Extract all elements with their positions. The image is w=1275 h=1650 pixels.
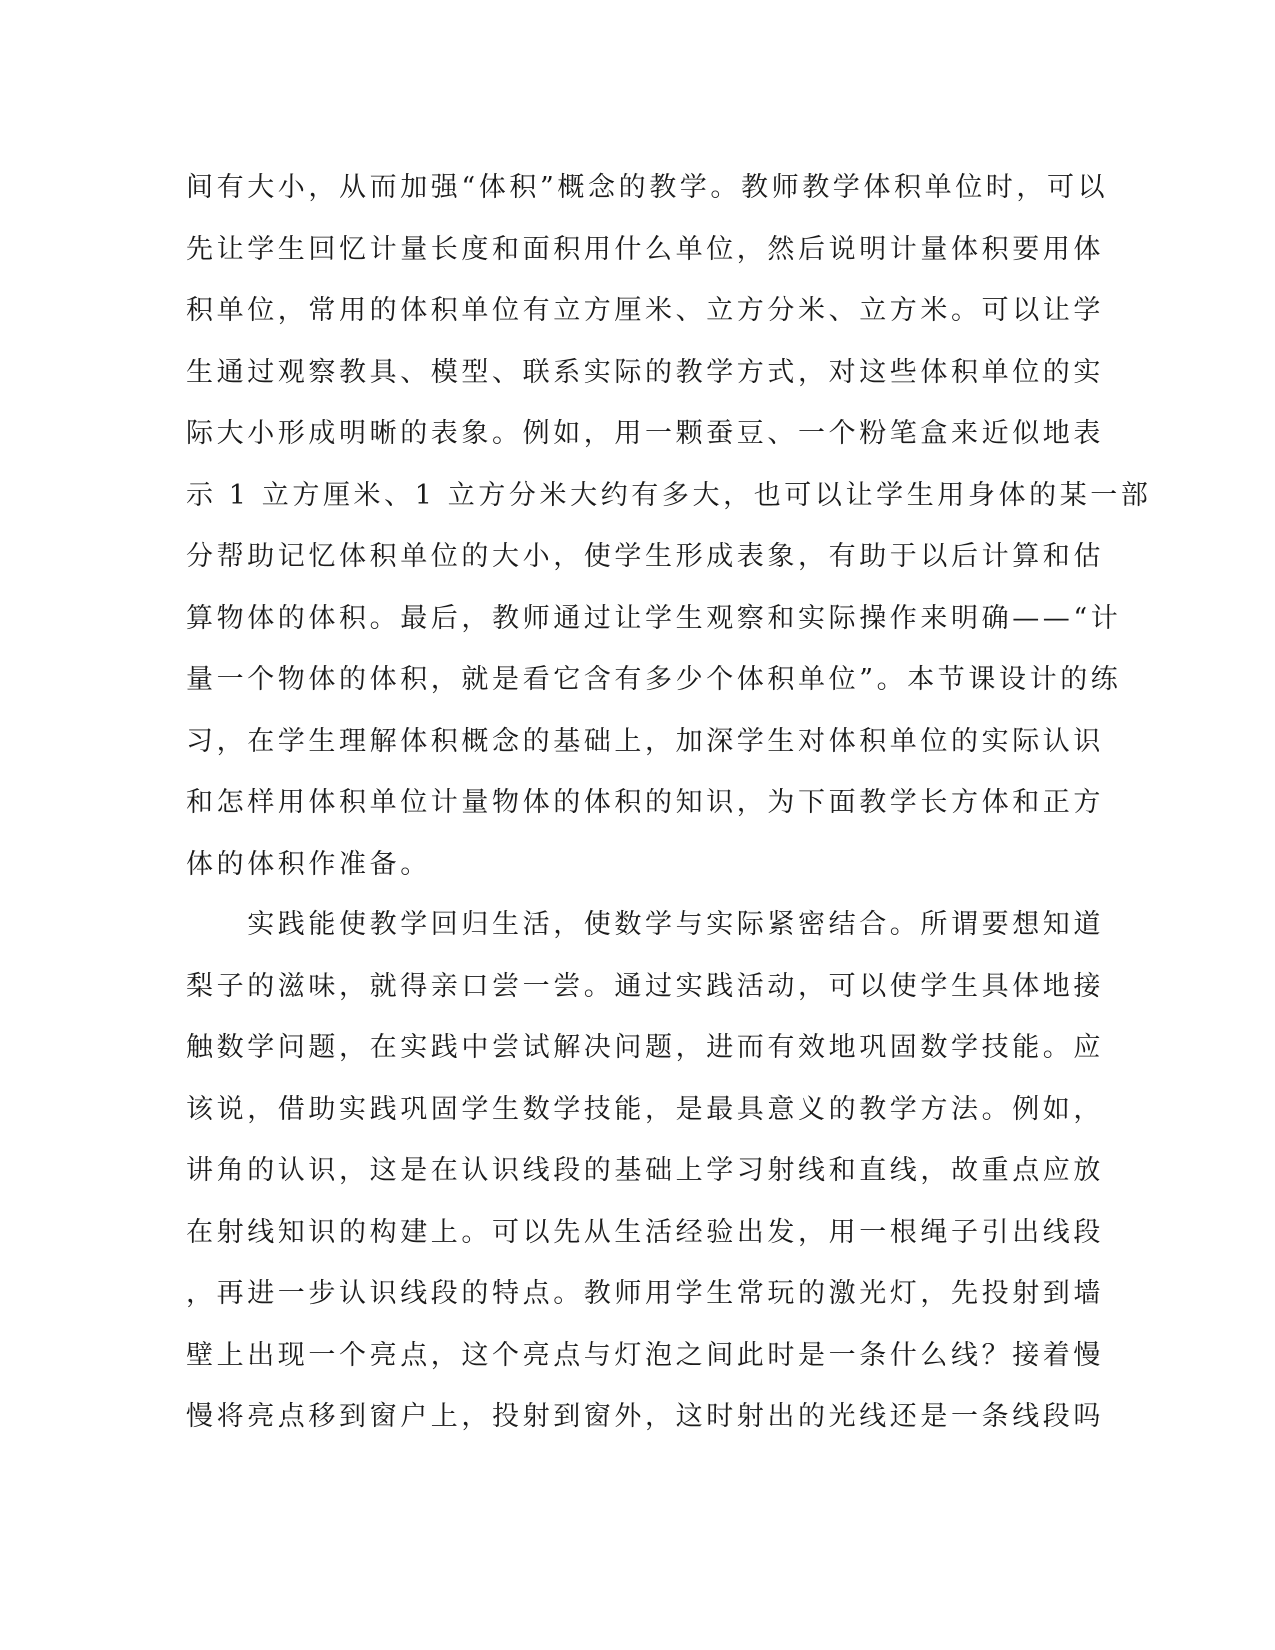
paragraph-1-line: 算物体的体积。最后，教师通过让学生观察和实际操作来明确——“计 [186,602,1122,634]
paragraph-2-line: 壁上出现一个亮点，这个亮点与灯泡之间此时是一条什么线？接着慢 [186,1339,1104,1371]
paragraph-1-line: 分帮助记忆体积单位的大小，使学生形成表象，有助于以后计算和估 [186,541,1104,572]
paragraph-1-line: 习，在学生理解体积概念的基础上，加深学生对体积单位的实际认识 [186,725,1104,757]
paragraph-1-line: 际大小形成明晰的表象。例如，用一颗蚕豆、一个粉笔盒来近似地表 [186,418,1104,449]
paragraph-2-line: 该说，借助实践巩固学生数学技能，是最具意义的教学方法。例如， [186,1093,1104,1125]
paragraph-1-line: 和怎样用体积单位计量物体的体积的知识，为下面教学长方体和正方 [186,787,1104,818]
paragraph-2-line: ，再进一步认识线段的特点。教师用学生常玩的激光灯，先投射到墙 [186,1278,1104,1309]
paragraph-1-line: 生通过观察教具、模型、联系实际的教学方式，对这些体积单位的实 [186,356,1104,388]
paragraph-2-line: 讲角的认识，这是在认识线段的基础上学习射线和直线，故重点应放 [186,1155,1104,1186]
paragraph-1 [186,157,1152,895]
paragraph-2 [186,894,1104,1448]
paragraph-1-line: 示 1 立方厘米、1 立方分米大约有多大，也可以让学生用身体的某一部 [186,479,1152,511]
paragraph-2-line: 梨子的滋味，就得亲口尝一尝。通过实践活动，可以使学生具体地接 [186,970,1104,1002]
paragraph-1-line: 积单位，常用的体积单位有立方厘米、立方分米、立方米。可以让学 [186,295,1104,326]
paragraph-2-line: 触数学问题，在实践中尝试解决问题，进而有效地巩固数学技能。应 [186,1032,1104,1063]
paragraph-2-line: 实践能使教学回归生活，使数学与实际紧密结合。所谓要想知道 [186,909,1104,940]
paragraph-1-line: 先让学生回忆计量长度和面积用什么单位，然后说明计量体积要用体 [186,233,1104,265]
paragraph-1-line: 量一个物体的体积，就是看它含有多少个体积单位”。本节课设计的练 [186,664,1122,695]
paragraph-2-line: 慢将亮点移到窗户上，投射到窗外，这时射出的光线还是一条线段吗 [186,1401,1104,1432]
paragraph-1-line: 体的体积作准备。 [186,848,431,880]
paragraph-1-line: 间有大小，从而加强“体积”概念的教学。教师教学体积单位时，可以 [186,172,1109,203]
paragraph-2-line: 在射线知识的构建上。可以先从生活经验出发，用一根绳子引出线段 [186,1216,1104,1248]
